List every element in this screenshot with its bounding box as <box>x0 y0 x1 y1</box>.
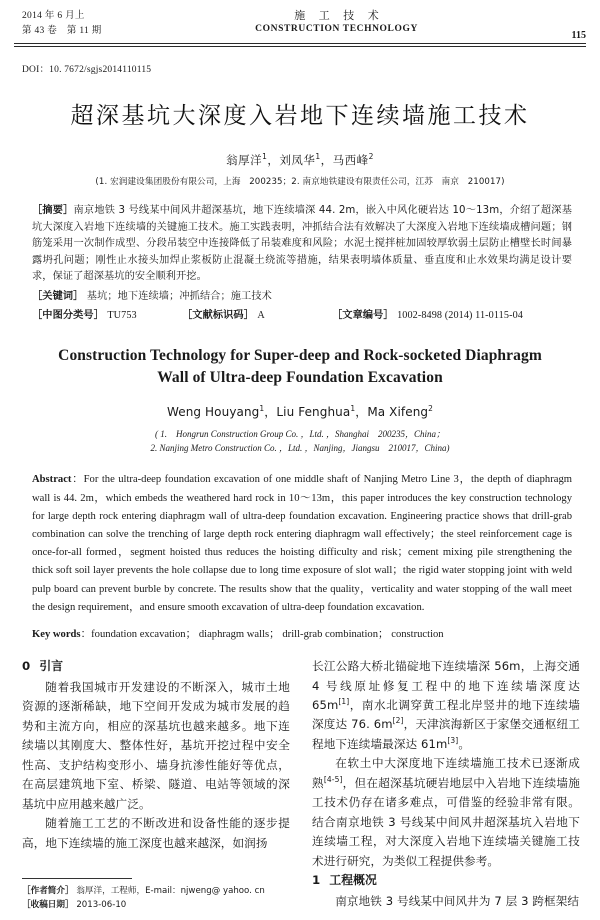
reference-marker: [2] <box>392 716 404 726</box>
journal-title-cn: 施 工 技 术 <box>294 9 384 22</box>
footnote-received-date <box>22 898 284 912</box>
keywords-text-en: foundation excavation； diaphragm walls； drill-grab combination； construction <box>91 629 444 641</box>
keywords-label-cn: ［关键词］ <box>32 290 84 302</box>
affiliation-cn: (1. 宏润建设集团股份有限公司，上海 200235；2. 南京地铁建设有限责任公司，江苏 南京 210017) <box>95 177 505 187</box>
body-paragraph <box>312 754 580 871</box>
section-heading-1 <box>312 871 580 891</box>
body-paragraph: 随着我国城市开发建设的不断深入，城市土地资源的逐渐稀缺，地下空间开发成为城市发展的趋势和主流方向，相应的深基坑也越来越多。地下连续墙以其刚度大、整体性好，基坑开挖过程中安全性高、支护结构变形小、墙身抗渗性能好等优点，在高层建筑地下室、桥梁、隧道、电站等领域的深基坑中应用越来越广泛。 <box>22 679 290 811</box>
masthead-volume: 第 43 卷 第 11 期 <box>22 25 102 36</box>
abstract-label-cn: ［摘要］ <box>32 205 74 216</box>
section-number: 0 <box>22 659 31 674</box>
body-column-right <box>312 657 580 911</box>
abstract-en <box>32 471 572 617</box>
body-columns <box>22 657 586 911</box>
article-title-en-line1: Construction Technology for Super-deep and Rock-socketed Diaphragm <box>58 346 542 364</box>
footnote-author-label: ［作者简介］ <box>22 885 74 896</box>
author-affil-marker: 1 <box>315 152 321 162</box>
article-id-value: 1002-8498 (2014) 11-0115-04 <box>397 310 523 322</box>
author-name: 马西峰 <box>332 153 369 167</box>
abstract-text-cn: 南京地铁 3 号线某中间风井超深基坑，地下连续墙深 44. 2m，嵌入中风化硬岩达 10～13m，介绍了超深基坑大深度入岩地下连续墙的关键施工技术。施工实践表明，冲抓结合法有效解决了大深度入岩地下连续墙成槽问题；钢筋笼采用一次制作成型、分段吊装空中连接降低了吊装难度和风险；水泥土搅拌桩加固较厚软弱土层防止槽壁长时间暴露坍孔问题；刚性止水接头加焊止浆板防止混凝土绕流等措施，结果表明墙体质量、垂直度和止水效果均满足设计要求，保证了超深基坑的安全顺利开挖。 <box>32 205 572 283</box>
affiliation-en <box>0 427 600 456</box>
section-title: 工程概况 <box>329 873 377 888</box>
masthead-date: 2014 年 6 月上 <box>22 11 85 21</box>
abstract-text-en: For the ultra-deep foundation excavation of one middle shaft of Nanjing Metro Line 3，the depth of diaphragm wall is 44. 2m，which embeds the weathered hard rock in 10～13m，this paper introduces the key construction technology for large depth rock entering diaphragm wall of ultra-deep foundation excavation. Engineering practice shows that drill-grab combination can solve the trenching of large depth rock entering diaphragm wall effectively；the steel reinforcement cage is once-for-all formed，segment hoisted thus reduces the hoisting difficulty and risk；cement mixing pile strengthening the thick soft soil layer prevents the hole collapse due to long time exposure of slot wall；the rigid water stopping joint with weld pulp board can prevent burble by concrete. The results show that the quality，verticality and water stopping of the wall meet the design requirement，and ensure smooth excavation of ultra-deep foundation excavation. <box>32 474 572 613</box>
section-title: 引言 <box>39 659 64 674</box>
keywords-text-cn: 基坑；地下连续墙；冲抓结合；施工技术 <box>86 290 272 302</box>
author-affil-marker: 1 <box>350 403 356 413</box>
author-name-en: Weng Houyang <box>166 404 260 419</box>
keywords-label-en: Key words <box>32 629 81 641</box>
keywords-separator-en: ： <box>80 629 92 641</box>
author-affil-marker: 2 <box>368 152 374 162</box>
footnote-block <box>22 878 284 912</box>
section-heading-0 <box>22 657 290 677</box>
footnote-date-label: ［收稿日期］ <box>22 899 74 910</box>
affiliation-en-line1: ( 1. Hongrun Construction Group Co. ，Ltd. ，Shanghai 200235，China； <box>155 428 445 439</box>
document-code-label: ［文献标识码］ <box>182 310 255 322</box>
article-id-label: ［文章编号］ <box>332 310 394 322</box>
author-name: 翁厚洋 <box>226 153 263 167</box>
clc-code <box>32 308 182 325</box>
paragraph-segment: 长江公路大桥北锚碇地下连续墙深 56m，上海交通 4 号线原址修复工程中的地下连续墙深度达 65m <box>312 659 580 713</box>
author-affil-marker: 2 <box>428 403 434 413</box>
paragraph-segment: 在软土中大深度地下连续墙施工技术已逐渐成熟 <box>312 756 580 790</box>
abstract-separator-en: ： <box>71 474 84 486</box>
footnote-divider <box>22 878 132 879</box>
author-list-cn: 翁厚洋$^1$，刘凤华$^1$，马西峰$^2$ <box>226 152 374 167</box>
journal-title-en: CONSTRUCTION TECHNOLOGY <box>255 24 418 34</box>
author-name-en: Ma Xifeng <box>367 404 429 419</box>
document-code-value: A <box>257 310 265 322</box>
page-number: 115 <box>571 30 586 41</box>
body-paragraph <box>312 657 580 754</box>
doi-line: DOI：10. 7672/sgjs2014110115 <box>22 65 152 75</box>
footnote-author-text: 翁厚洋，工程师，E-mail：njweng@ yahoo. cn <box>76 885 265 896</box>
keywords-en <box>32 626 572 644</box>
paragraph-segment: ，南水北调穿黄工程北岸竖井的地下连续墙深度达 76. 6m <box>312 698 580 732</box>
affiliation-en-line2: 2. Nanjing Metro Construction Co. ，Ltd. ，Nanjing，Jiangsu 210017，China) <box>150 442 450 453</box>
article-title-en <box>34 345 566 390</box>
abstract-label-en: Abstract <box>32 474 72 486</box>
footnote-date-text: 2013-06-10 <box>76 899 127 910</box>
section-number: 1 <box>312 873 321 888</box>
author-affil-marker: 1 <box>262 152 268 162</box>
author-name-en: Liu Fenghua <box>276 404 351 419</box>
body-column-left <box>22 657 290 911</box>
reference-marker: [1] <box>338 697 350 707</box>
masthead-divider <box>14 43 586 47</box>
keywords-cn <box>32 289 572 306</box>
article-title-en-line2: Wall of Ultra-deep Foundation Excavation <box>157 369 443 387</box>
paragraph-segment: ，天津滨海新区于家堡交通枢纽工程地下连续墙最深达 61m <box>312 717 580 751</box>
document-code <box>182 308 332 325</box>
paragraph-segment: 。 <box>458 736 471 751</box>
author-affil-marker: 1 <box>259 403 265 413</box>
body-paragraph: 随着施工工艺的不断改进和设备性能的逐步提高，地下连续墙的施工深度也越来越深，如润扬 <box>22 816 290 850</box>
classification-codes <box>32 308 572 325</box>
body-paragraph: 南京地铁 3 号线某中间风井为 7 层 3 跨框架结 <box>335 894 580 909</box>
running-head <box>0 0 600 42</box>
masthead-journal-name <box>102 7 572 34</box>
reference-marker: [4-5] <box>323 775 343 785</box>
footnote-author-bio <box>22 884 284 898</box>
abstract-cn <box>32 203 572 286</box>
masthead-issue-info <box>22 8 102 38</box>
article-title-cn: 超深基坑大深度入岩地下连续墙施工技术 <box>70 103 530 129</box>
clc-label: ［中图分类号］ <box>32 310 105 322</box>
clc-value: TU753 <box>107 310 137 322</box>
article-id <box>332 308 572 325</box>
author-name: 刘凤华 <box>279 153 316 167</box>
reference-marker: [3] <box>447 736 459 746</box>
author-list-en: Weng Houyang$^1$，Liu Fenghua$^1$，Ma Xifeng$^2$ <box>166 403 434 419</box>
abstract-block-cn <box>32 203 572 325</box>
paragraph-segment: ，但在超深基坑硬岩地层中入岩地下连续墙施工技术仍存在诸多难点，可借鉴的经验非常有限。结合南京地铁 3 号线某中间风井超深基坑入岩地下连续墙工程，对大深度入岩地下连续墙关键施工技术进行研究，为类似工程提供参考。 <box>312 775 580 868</box>
